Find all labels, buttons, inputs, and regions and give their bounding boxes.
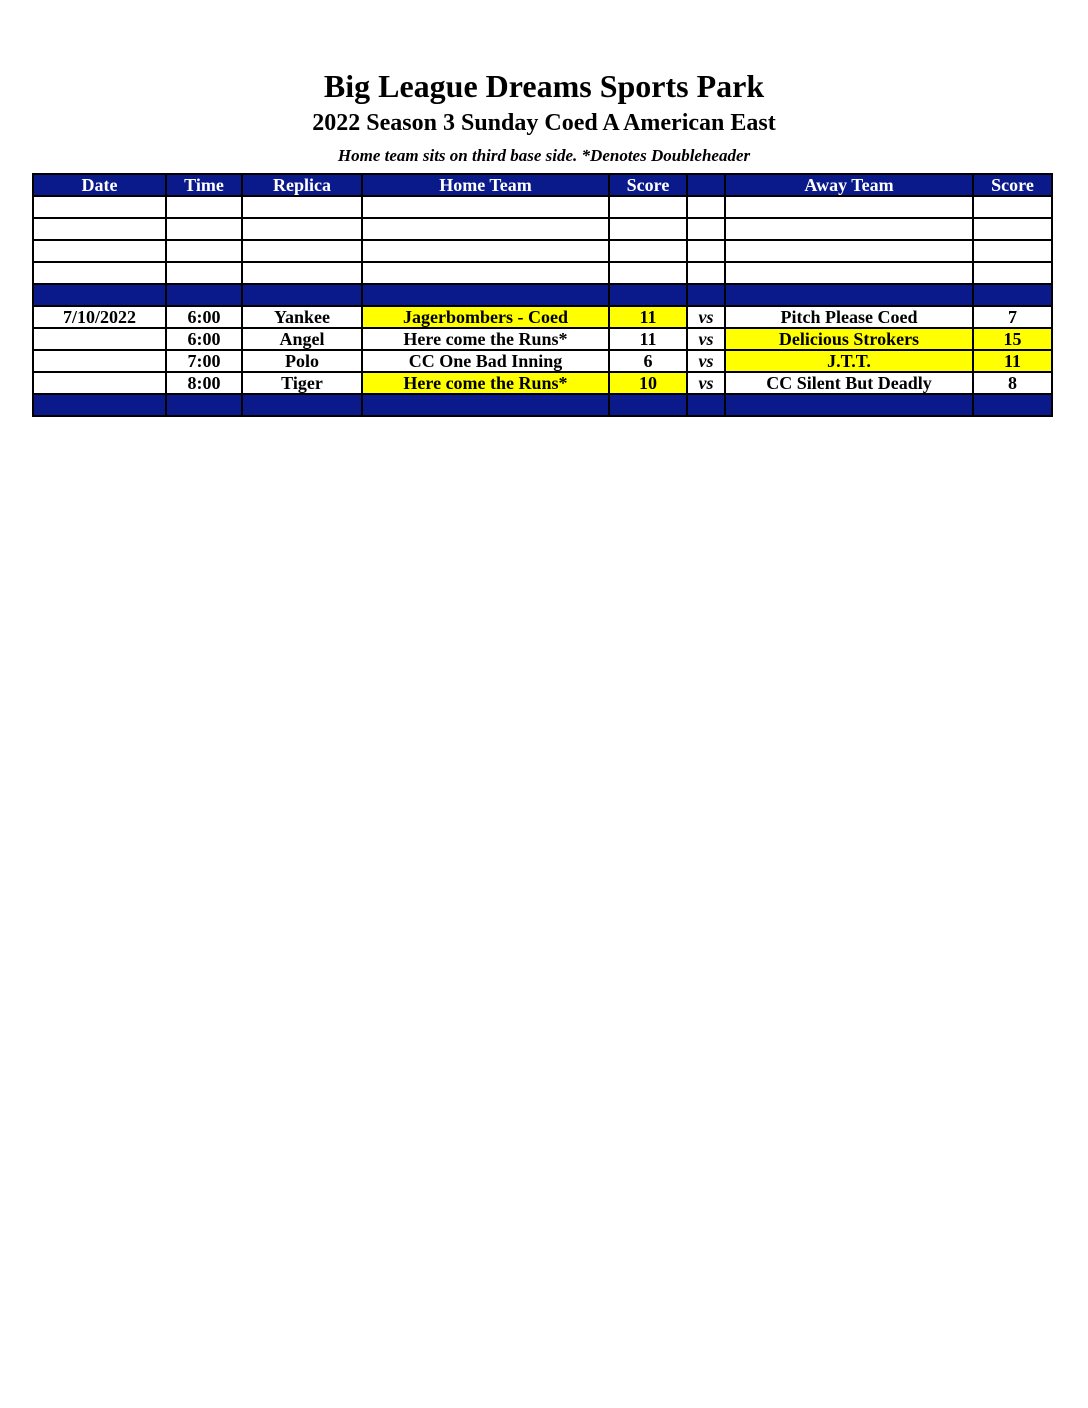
separator-cell — [166, 394, 242, 416]
column-header-home-team: Home Team — [362, 174, 609, 196]
empty-cell — [166, 262, 242, 284]
home-team-cell: CC One Bad Inning — [362, 350, 609, 372]
date-cell — [33, 372, 166, 394]
empty-row — [33, 240, 1052, 262]
empty-cell — [166, 196, 242, 218]
separator-cell — [725, 394, 973, 416]
schedule-body — [33, 196, 1052, 416]
column-header-home-score: Score — [609, 174, 687, 196]
table-header-row — [33, 174, 1052, 196]
time-cell: 6:00 — [166, 306, 242, 328]
empty-cell — [33, 240, 166, 262]
separator-cell — [725, 284, 973, 306]
separator-cell — [242, 284, 362, 306]
vs-cell: vs — [687, 306, 725, 328]
separator-cell — [362, 394, 609, 416]
time-cell: 7:00 — [166, 350, 242, 372]
away-score-cell: 15 — [973, 328, 1052, 350]
schedule-note: Home team sits on third base side. *Denotes Doubleheader — [337, 146, 751, 165]
home-score-cell: 11 — [609, 328, 687, 350]
replica-cell: Yankee — [242, 306, 362, 328]
empty-cell — [725, 240, 973, 262]
empty-cell — [725, 218, 973, 240]
schedule-table — [32, 173, 1053, 417]
separator-cell — [609, 394, 687, 416]
empty-cell — [687, 196, 725, 218]
time-cell: 6:00 — [166, 328, 242, 350]
empty-cell — [687, 240, 725, 262]
away-score-cell: 7 — [973, 306, 1052, 328]
separator-cell — [166, 284, 242, 306]
vs-cell: vs — [687, 328, 725, 350]
empty-cell — [362, 196, 609, 218]
empty-cell — [33, 262, 166, 284]
replica-cell: Angel — [242, 328, 362, 350]
empty-row — [33, 218, 1052, 240]
column-header-replica: Replica — [242, 174, 362, 196]
page-subtitle: 2022 Season 3 Sunday Coed A American East — [312, 110, 776, 136]
date-cell — [33, 350, 166, 372]
empty-cell — [687, 218, 725, 240]
home-team-cell: Here come the Runs* — [362, 328, 609, 350]
empty-cell — [973, 218, 1052, 240]
separator-cell — [609, 284, 687, 306]
table-row — [33, 328, 1052, 350]
empty-cell — [242, 262, 362, 284]
empty-cell — [166, 240, 242, 262]
away-team-cell: J.T.T. — [725, 350, 973, 372]
separator-cell — [973, 394, 1052, 416]
date-cell: 7/10/2022 — [33, 306, 166, 328]
separator-cell — [33, 394, 166, 416]
replica-cell: Tiger — [242, 372, 362, 394]
column-header-vs — [687, 174, 725, 196]
page-title: Big League Dreams Sports Park — [323, 68, 765, 104]
vs-cell: vs — [687, 350, 725, 372]
separator-cell — [973, 284, 1052, 306]
empty-cell — [973, 196, 1052, 218]
empty-cell — [166, 218, 242, 240]
home-team-cell: Here come the Runs* — [362, 372, 609, 394]
empty-cell — [242, 196, 362, 218]
column-header-away-score: Score — [973, 174, 1052, 196]
empty-cell — [33, 196, 166, 218]
column-header-time: Time — [166, 174, 242, 196]
empty-row — [33, 196, 1052, 218]
vs-cell: vs — [687, 372, 725, 394]
empty-cell — [609, 218, 687, 240]
home-score-cell: 6 — [609, 350, 687, 372]
empty-cell — [33, 218, 166, 240]
separator-cell — [362, 284, 609, 306]
empty-cell — [242, 218, 362, 240]
replica-cell: Polo — [242, 350, 362, 372]
column-header-away-team: Away Team — [725, 174, 973, 196]
home-team-cell: Jagerbombers - Coed — [362, 306, 609, 328]
away-team-cell: Pitch Please Coed — [725, 306, 973, 328]
empty-cell — [609, 196, 687, 218]
empty-cell — [973, 262, 1052, 284]
separator-cell — [687, 284, 725, 306]
table-row — [33, 350, 1052, 372]
away-score-cell: 8 — [973, 372, 1052, 394]
table-row — [33, 372, 1052, 394]
empty-cell — [609, 240, 687, 262]
away-score-cell: 11 — [973, 350, 1052, 372]
empty-cell — [362, 218, 609, 240]
home-score-cell: 11 — [609, 306, 687, 328]
empty-cell — [242, 240, 362, 262]
empty-cell — [725, 262, 973, 284]
home-score-cell: 10 — [609, 372, 687, 394]
empty-cell — [973, 240, 1052, 262]
away-team-cell: CC Silent But Deadly — [725, 372, 973, 394]
separator-cell — [687, 394, 725, 416]
column-header-date: Date — [33, 174, 166, 196]
date-cell — [33, 328, 166, 350]
table-row — [33, 306, 1052, 328]
separator-cell — [33, 284, 166, 306]
separator-cell — [242, 394, 362, 416]
empty-cell — [687, 262, 725, 284]
separator-row — [33, 394, 1052, 416]
empty-cell — [609, 262, 687, 284]
empty-cell — [362, 240, 609, 262]
empty-row — [33, 262, 1052, 284]
away-team-cell: Delicious Strokers — [725, 328, 973, 350]
separator-row — [33, 284, 1052, 306]
empty-cell — [362, 262, 609, 284]
empty-cell — [725, 196, 973, 218]
time-cell: 8:00 — [166, 372, 242, 394]
